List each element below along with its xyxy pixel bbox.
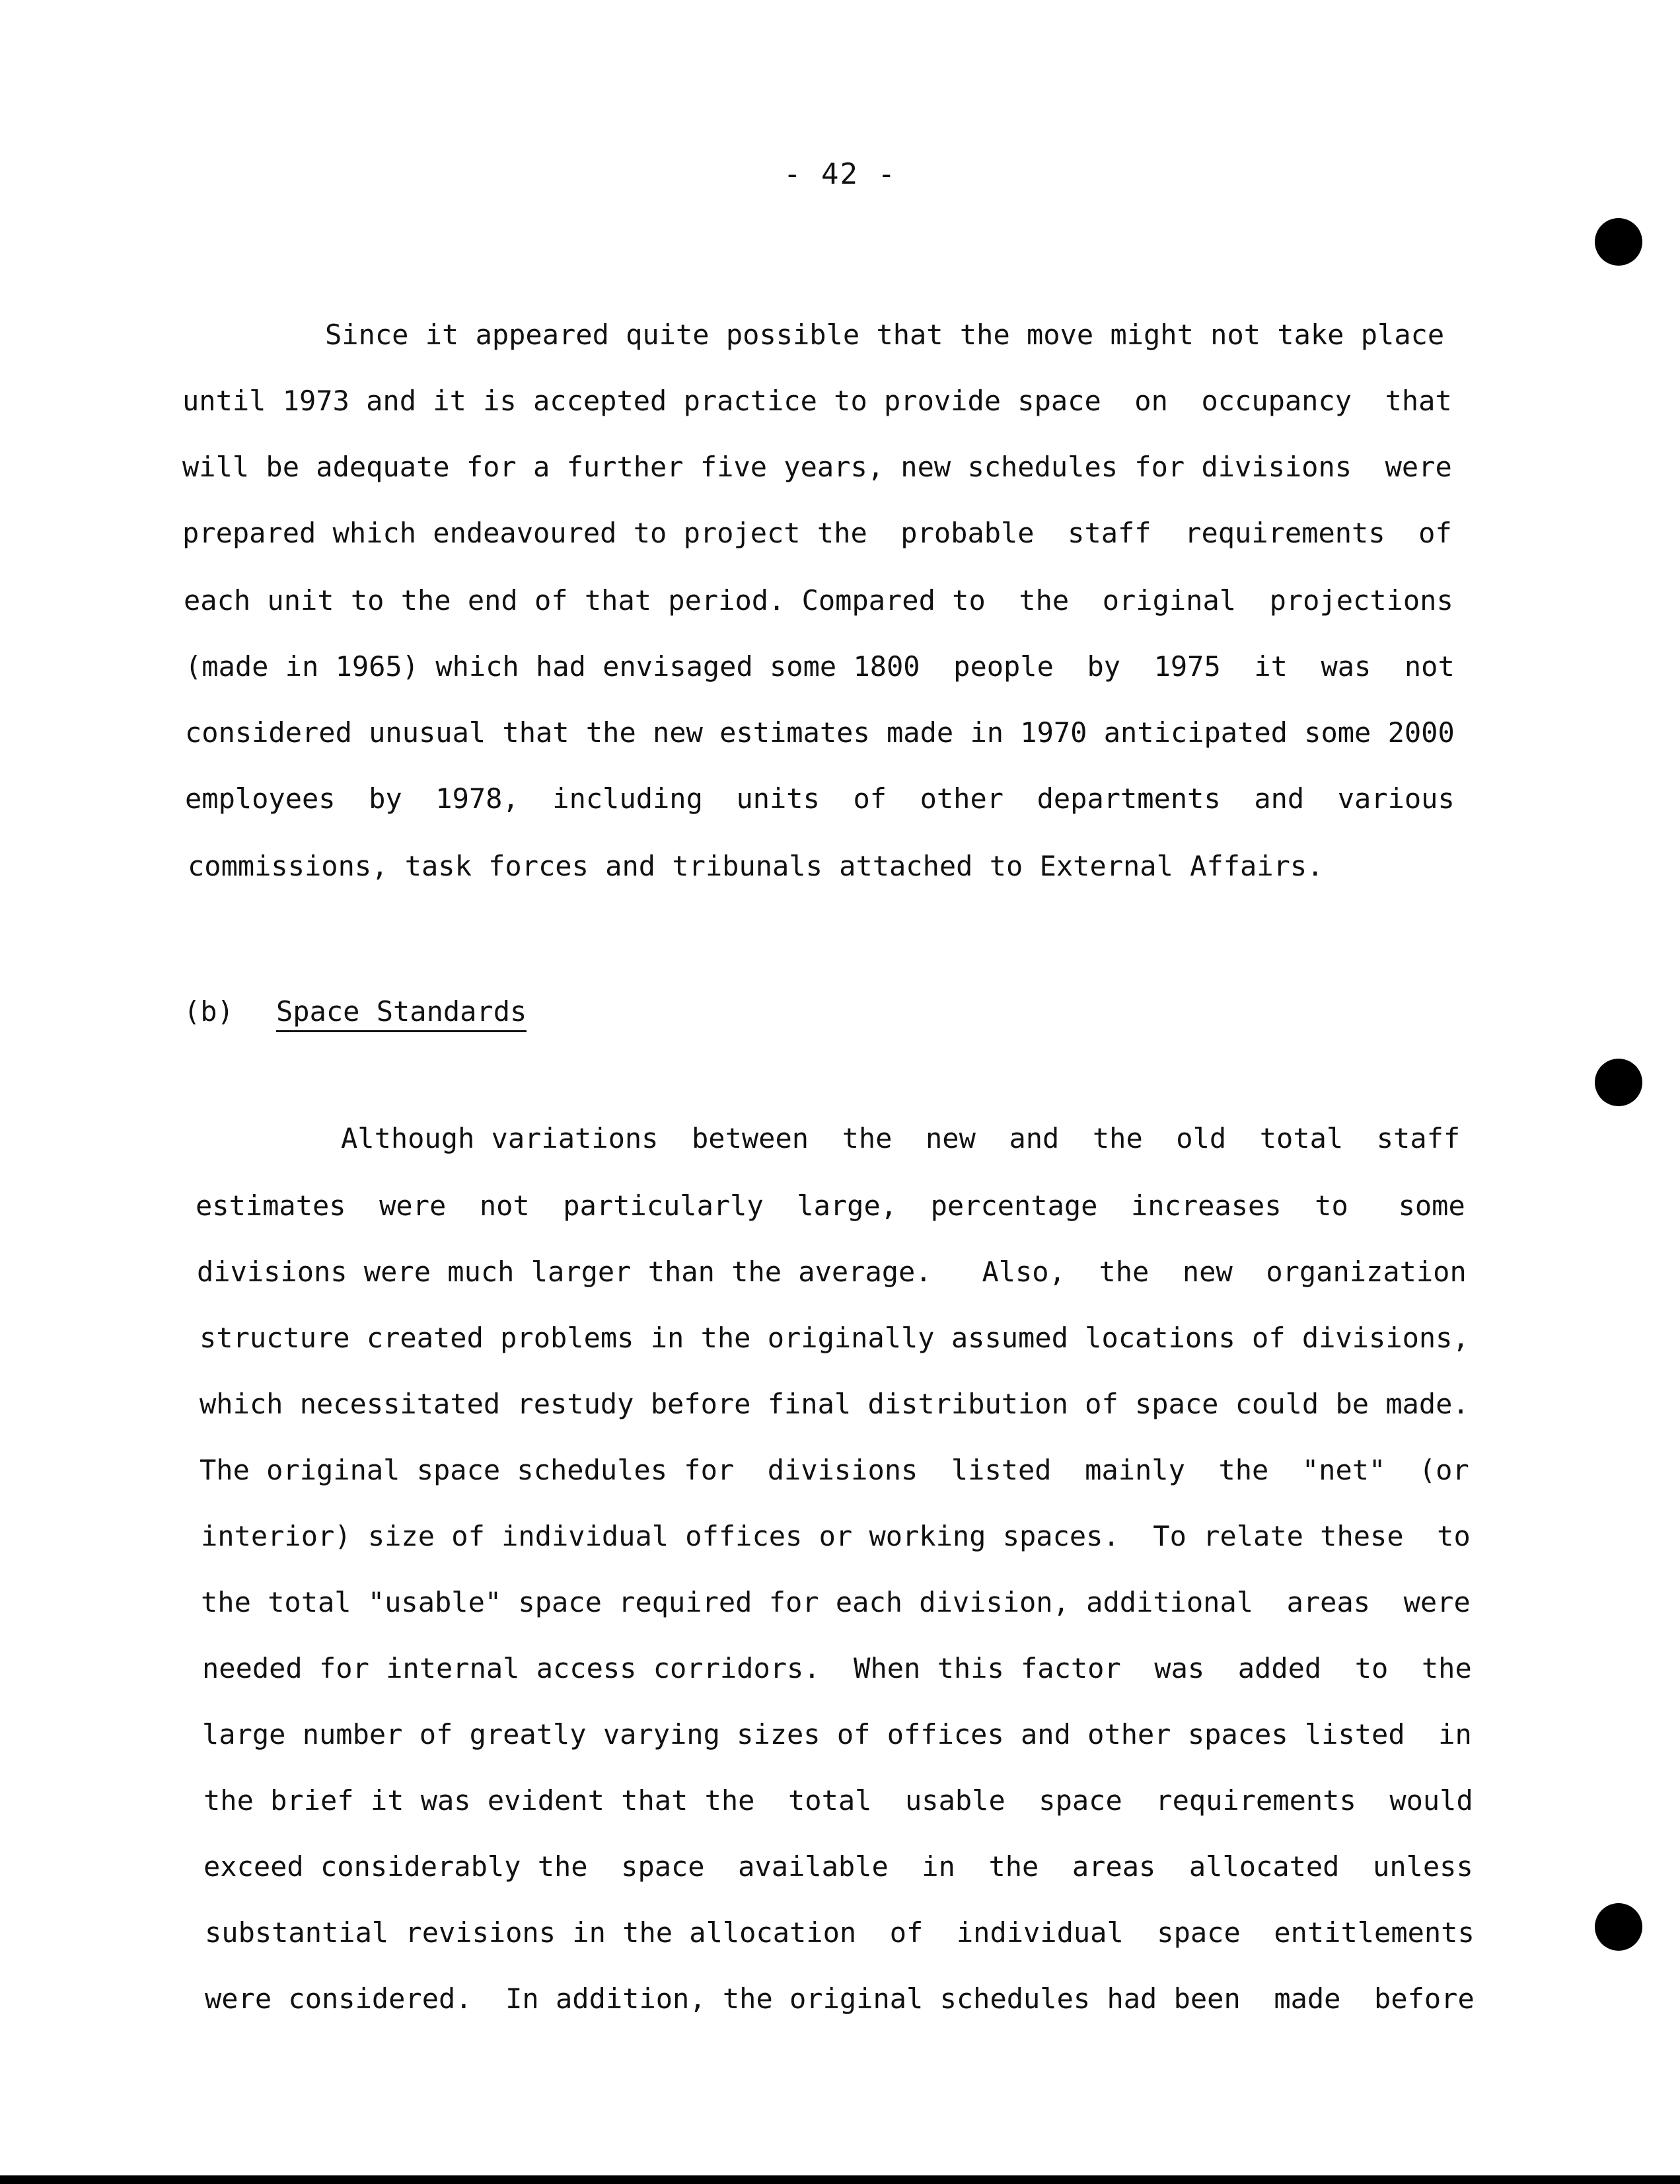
paragraph-line: Although variations between the new and the old total staff	[341, 1122, 1461, 1154]
punch-hole-middle	[1595, 1059, 1642, 1106]
paragraph-line: commissions, task forces and tribunals attached to External Affairs.	[188, 850, 1324, 882]
punch-hole-bottom	[1595, 1903, 1642, 1951]
paragraph-line: each unit to the end of that period. Compared to the original projections	[184, 584, 1453, 617]
paragraph-line: divisions were much larger than the average. Also, the new organization	[197, 1256, 1467, 1288]
paragraph-line: will be adequate for a further five years, new schedules for divisions were	[182, 451, 1452, 483]
paragraph-line: until 1973 and it is accepted practice to provide space on occupancy that	[182, 385, 1452, 417]
paragraph-line: The original space schedules for divisions listed mainly the "net" (or	[200, 1454, 1469, 1486]
section-label: (b)	[184, 995, 234, 1028]
section-title: Space Standards	[276, 995, 527, 1032]
paragraph-line: the brief it was evident that the total usable space requirements would	[203, 1784, 1473, 1817]
paragraph-line: estimates were not particularly large, percentage increases to some	[196, 1189, 1465, 1222]
paragraph-line: exceed considerably the space available in the areas allocated unless	[203, 1850, 1473, 1883]
paragraph-line: employees by 1978, including units of other departments and various	[185, 782, 1455, 815]
page-number: - 42 -	[784, 157, 896, 191]
paragraph-line: large number of greatly varying sizes of offices and other spaces listed in	[202, 1718, 1472, 1751]
paragraph-line: were considered. In addition, the original schedules had been made before	[205, 1982, 1475, 2015]
paragraph-line: Since it appeared quite possible that the move might not take place	[325, 319, 1445, 351]
paragraph-line: substantial revisions in the allocation of individual space entitlements	[205, 1916, 1475, 1949]
paragraph-line: needed for internal access corridors. When this factor was added to the	[202, 1652, 1472, 1684]
paragraph-line: interior) size of individual offices or working spaces. To relate these to	[201, 1520, 1471, 1552]
paragraph-line: structure created problems in the originally assumed locations of divisions,	[200, 1322, 1469, 1354]
paragraph-line: considered unusual that the new estimates made in 1970 anticipated some 2000	[185, 716, 1455, 749]
punch-hole-top	[1595, 218, 1642, 266]
paragraph-line: which necessitated restudy before final distribution of space could be made.	[200, 1388, 1469, 1420]
paragraph-line: prepared which endeavoured to project the probable staff requirements of	[182, 517, 1452, 549]
scan-bottom-edge	[0, 2175, 1680, 2184]
paragraph-line: (made in 1965) which had envisaged some 1800 people by 1975 it was not	[185, 650, 1455, 683]
paragraph-line: the total "usable" space required for each division, additional areas were	[201, 1586, 1471, 1618]
